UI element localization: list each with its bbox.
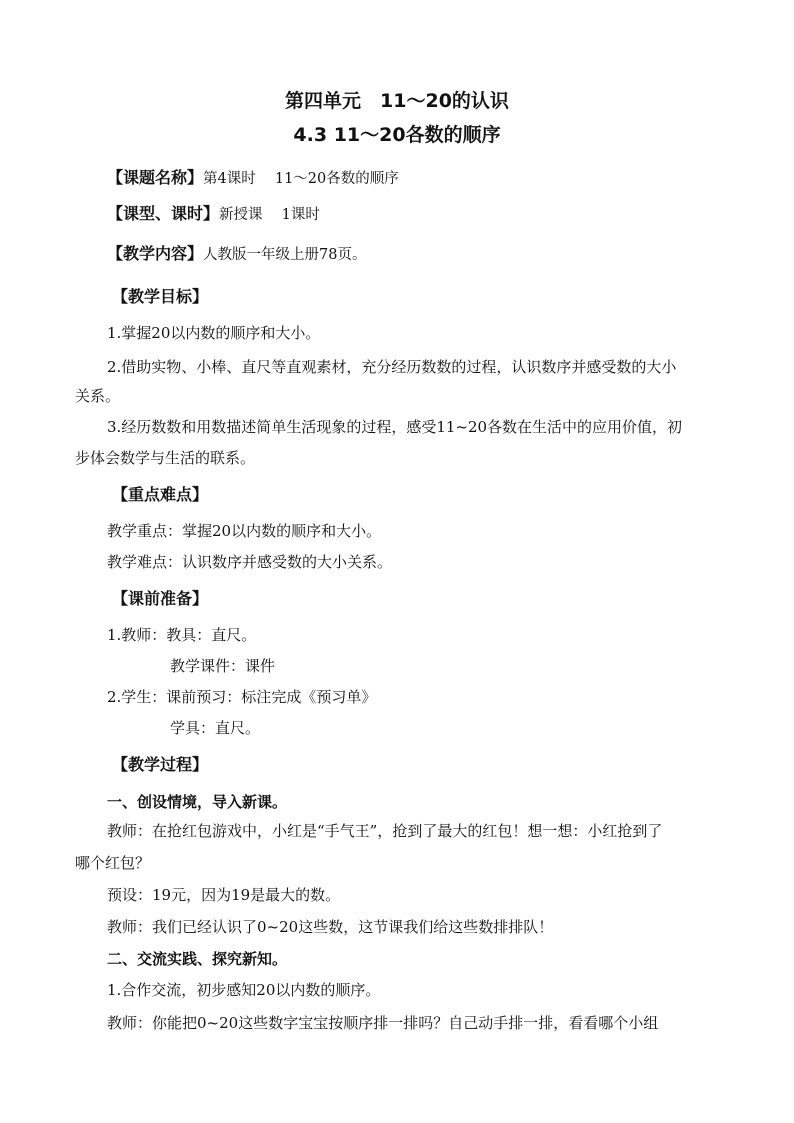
content-label: 【教学内容】 xyxy=(107,244,204,263)
goal-item-2-line1: 2.借助实物、小棒、直尺等直观素材，充分经历数数的过程，认识数序并感受数的大小 xyxy=(107,358,677,376)
prep-student-1: 2.学生：课前预习：标注完成《预习单》 xyxy=(107,688,377,706)
goal-item-1: 1.掌握20以内数的顺序和大小。 xyxy=(107,324,321,342)
topic-value: 第4课时 11～20各数的顺序 xyxy=(203,171,399,187)
process-p5: 教师：你能把0~20这些数字宝宝按顺序排一排吗？自己动手排一排，看看哪个小组 xyxy=(107,1014,659,1032)
goal-item-2-line2: 关系。 xyxy=(75,387,121,405)
key-focus: 教学重点：掌握20以内数的顺序和大小。 xyxy=(107,522,382,540)
unit-title: 第四单元 11～20的认识 xyxy=(285,90,509,112)
keypoints-heading: 【重点难点】 xyxy=(112,485,209,504)
process-p2: 预设：19元，因为19是最大的数。 xyxy=(107,886,341,904)
process-section-1: 一、创设情境，导入新课。 xyxy=(107,793,288,811)
goal-item-3-line2: 步体会数学与生活的联系。 xyxy=(75,449,256,467)
type-value: 新授课 1课时 xyxy=(219,207,320,223)
lesson-title: 4.3 11～20各数的顺序 xyxy=(293,124,501,146)
preparation-heading: 【课前准备】 xyxy=(112,589,209,608)
key-difficulty: 教学难点：认识数序并感受数的大小关系。 xyxy=(107,553,393,571)
process-p1-line1: 教师：在抢红包游戏中，小红是“手气王”，抢到了最大的红包！想一想：小红抢到了 xyxy=(107,822,663,840)
goal-item-3-line1: 3.经历数数和用数描述简单生活现象的过程，感受11~20各数在生活中的应用价值，初 xyxy=(107,418,683,436)
content-row xyxy=(107,239,727,270)
goals-heading: 【教学目标】 xyxy=(112,287,209,306)
prep-teacher-1: 1.教师：教具：直尺。 xyxy=(107,626,257,644)
content-value: 人教版一年级上册78页。 xyxy=(203,247,367,263)
prep-student-2: 学具：直尺。 xyxy=(170,719,261,737)
topic-row xyxy=(107,163,727,194)
prep-teacher-2: 教学课件：课件 xyxy=(170,657,276,675)
process-p4: 1.合作交流，初步感知20以内数的顺序。 xyxy=(107,981,381,999)
process-section-2: 二、交流实践、探究新知。 xyxy=(107,950,288,968)
process-p3: 教师：我们已经认识了0~20这些数，这节课我们给这些数排排队！ xyxy=(107,918,554,936)
topic-label: 【课题名称】 xyxy=(107,168,204,187)
type-label: 【课型、课时】 xyxy=(107,204,220,223)
type-row xyxy=(107,199,727,230)
process-p1-line2: 哪个红包？ xyxy=(75,854,151,872)
process-heading: 【教学过程】 xyxy=(112,755,209,774)
